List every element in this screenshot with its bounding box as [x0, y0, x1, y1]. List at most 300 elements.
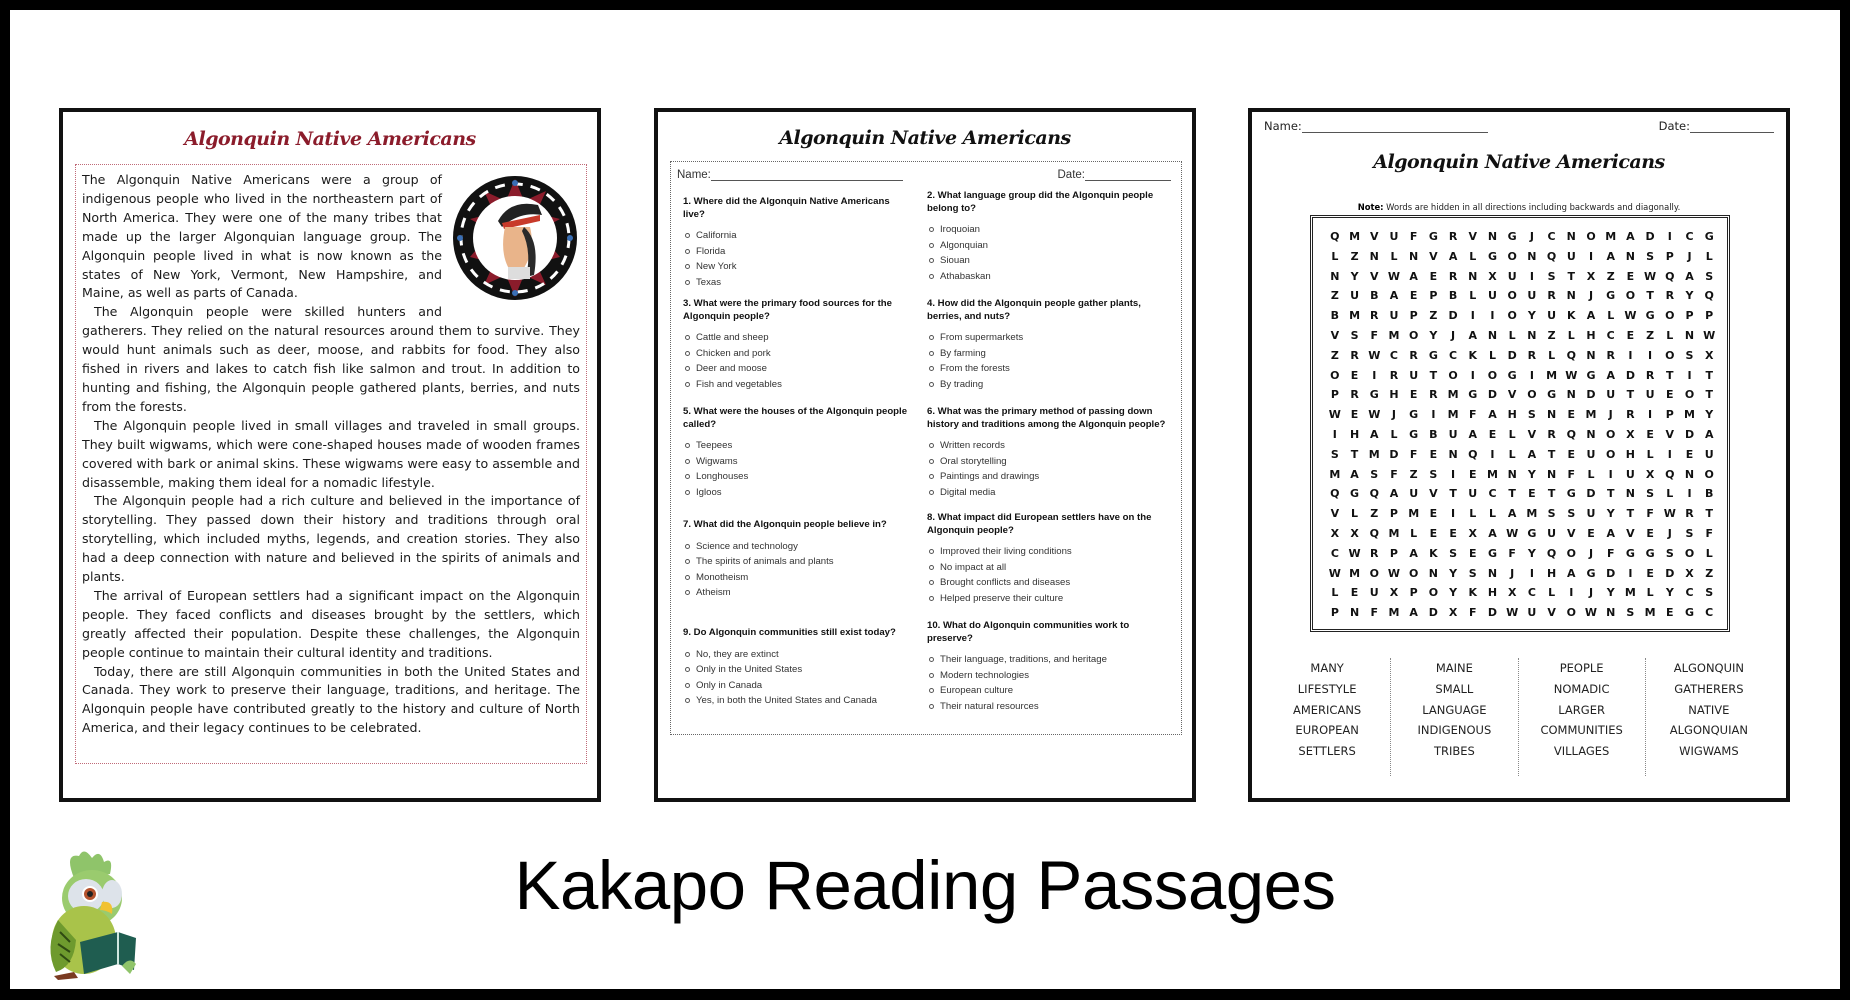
grid-letter: N: [1527, 328, 1537, 342]
grid-letter: U: [1527, 289, 1537, 303]
answer-option: Monotheism: [683, 570, 913, 586]
grid-letter: J: [1391, 408, 1396, 422]
grid-letter: F: [1646, 507, 1654, 521]
grid-letter: L: [1666, 487, 1674, 501]
grid-letter: A: [1468, 427, 1478, 441]
grid-letter: D: [1665, 566, 1675, 580]
answer-option: Brought conflicts and diseases: [927, 575, 1157, 591]
grid-letter: U: [1606, 388, 1616, 402]
grid-letter: C: [1527, 586, 1536, 600]
grid-letter: J: [1667, 526, 1672, 540]
grid-letter: R: [1448, 269, 1458, 283]
grid-letter: L: [1469, 507, 1477, 521]
grid-letter: V: [1527, 427, 1537, 441]
grid-letter: M: [1546, 368, 1558, 382]
grid-letter: Y: [1527, 467, 1536, 481]
grid-letter: M: [1388, 526, 1400, 540]
grid-letter: T: [1705, 388, 1713, 402]
question-6: [927, 406, 1167, 501]
grid-letter: N: [1625, 487, 1635, 501]
grid-letter: G: [1645, 309, 1655, 323]
word: INDIGENOUS: [1417, 723, 1492, 738]
word-column: [1519, 658, 1646, 776]
grid-letter: L: [1705, 249, 1713, 263]
grid-letter: D: [1684, 427, 1695, 441]
grid-letter: G: [1645, 546, 1655, 560]
grid-letter: N: [1507, 467, 1517, 481]
grid-letter: Y: [1527, 546, 1536, 560]
question-text: 1. Where did the Algonquin Native Americans live?: [683, 196, 890, 220]
answer-option: Only in the United States: [683, 662, 913, 678]
grid-letter: U: [1645, 388, 1655, 402]
grid-letter: W: [1328, 408, 1341, 422]
answer-option: No, they are extinct: [683, 647, 913, 663]
grid-letter: E: [1350, 586, 1359, 600]
grid-letter: Z: [1409, 467, 1418, 481]
grid-letter: F: [1705, 526, 1713, 540]
grid-letter: U: [1586, 507, 1596, 521]
grid-letter: D: [1606, 566, 1616, 580]
grid-letter: F: [1370, 606, 1379, 620]
grid-letter: I: [1470, 309, 1475, 323]
grid-letter: L: [1567, 328, 1575, 342]
grid-letter: D: [1487, 388, 1498, 402]
word-column: [1646, 658, 1772, 776]
question-text: 2. What language group did the Algonquin people belong to?: [927, 190, 1154, 214]
grid-letter: Z: [1370, 507, 1379, 521]
answer-option: Oral storytelling: [927, 454, 1167, 470]
grid-letter: Z: [1606, 269, 1615, 283]
grid-letter: C: [1547, 230, 1556, 243]
grid-letter: S: [1370, 467, 1379, 481]
grid-letter: N: [1369, 249, 1379, 263]
grid-letter: M: [1585, 408, 1597, 422]
grid-letter: W: [1368, 408, 1381, 422]
grid-letter: R: [1547, 289, 1556, 303]
answer-option: Science and technology: [683, 539, 913, 555]
grid-letter: D: [1448, 309, 1458, 323]
passage-box: [75, 164, 587, 764]
grid-letter: F: [1469, 408, 1477, 422]
grid-letter: G: [1527, 526, 1537, 540]
grid-letter: P: [1409, 309, 1418, 323]
grid-letter: W: [1348, 546, 1361, 560]
answer-option: Athabaskan: [927, 269, 1157, 285]
answer-option: By trading: [927, 377, 1157, 393]
grid-letter: C: [1705, 606, 1714, 620]
date-label: Date:: [1658, 119, 1690, 133]
grid-letter: I: [1490, 447, 1495, 461]
answer-option: Cattle and sheep: [683, 330, 913, 346]
grid-letter: R: [1626, 408, 1635, 422]
grid-letter: O: [1448, 368, 1458, 382]
grid-letter: T: [1626, 388, 1635, 402]
grid-letter: G: [1547, 388, 1557, 402]
grid-letter: E: [1429, 447, 1438, 461]
grid-letter: Q: [1665, 467, 1675, 481]
question-text: 4. How did the Algonquin people gather plants, berries, and nuts?: [927, 298, 1141, 322]
question-text: 6. What was the primary method of passing down history and traditions among the Algonquin people?: [927, 406, 1166, 430]
grid-letter: L: [1587, 467, 1595, 481]
grid-letter: E: [1469, 546, 1477, 560]
passage-paragraph: The arrival of European settlers had a significant impact on the Algonquin people. They faced conflicts and diseases brought by the settlers, which greatly affected their population. Despite these challenges, the Algonquin people continue to maintain their cultural identity and traditions.: [82, 587, 580, 660]
grid-letter: I: [1648, 348, 1653, 362]
quiz-title: Algonquin Native Americans: [779, 127, 1071, 149]
grid-letter: R: [1685, 507, 1694, 521]
grid-letter: X: [1350, 526, 1359, 540]
answer-option: Longhouses: [683, 469, 913, 485]
grid-letter: L: [1607, 309, 1615, 323]
passage-paragraph: Today, there are still Algonquin communities in both the United States and Canada. They work to preserve their language, traditions, and heritage. The Algonquin people have contributed greatly to the history and culture of North America, and their legacy continues to be celebrated.: [82, 663, 580, 736]
answer-option: No impact at all: [927, 560, 1157, 576]
grid-letter: Z: [1429, 309, 1438, 323]
question-4: [927, 298, 1157, 393]
grid-letter: O: [1606, 447, 1616, 461]
answer-option: Modern technologies: [927, 668, 1157, 684]
grid-letter: O: [1369, 566, 1379, 580]
passage-paragraph: The Algonquin Native Americans were a group of indigenous people who lived in the northeastern part of North America. They were one of the many tribes that made up the larger Algonquian language group. The Algonquin people lived in what is now known as the states of New York, Vermont, New Hampshire, and Maine, as well as parts of Canada.: [82, 172, 442, 301]
grid-letter: M: [1447, 408, 1459, 422]
grid-letter: P: [1330, 606, 1339, 620]
grid-letter: L: [1508, 328, 1516, 342]
answer-option: Yes, in both the United States and Canada: [683, 693, 913, 709]
grid-row: [1325, 326, 1719, 346]
grid-letter: F: [1606, 546, 1615, 560]
name-field: [677, 169, 903, 181]
question-5: [683, 406, 913, 501]
question-8: [927, 512, 1157, 607]
grid-letter: W: [1368, 348, 1381, 362]
grid-letter: S: [1330, 447, 1339, 461]
grid-letter: I: [1470, 368, 1475, 382]
grid-letter: G: [1625, 546, 1635, 560]
grid-letter: H: [1349, 427, 1360, 441]
grid-letter: Y: [1527, 309, 1536, 323]
grid-row: [1325, 504, 1719, 524]
grid-letter: I: [1648, 408, 1653, 422]
grid-letter: H: [1586, 328, 1596, 342]
grid-letter: O: [1330, 368, 1340, 382]
answer-option: Siouan: [927, 253, 1157, 269]
grid-letter: L: [1488, 507, 1496, 521]
grid-letter: Q: [1566, 348, 1576, 362]
grid-letter: N: [1487, 328, 1498, 342]
grid-letter: I: [1490, 309, 1495, 323]
word: GATHERERS: [1674, 681, 1744, 696]
grid-row: [1325, 286, 1719, 306]
grid-letter: S: [1567, 507, 1576, 521]
grid-letter: Y: [1685, 289, 1694, 303]
grid-letter: E: [1646, 566, 1654, 580]
date-field: [1058, 169, 1172, 181]
grid-letter: U: [1448, 427, 1458, 441]
grid-row: [1325, 267, 1719, 287]
grid-letter: R: [1350, 348, 1359, 362]
answer-option: Teepees: [683, 438, 913, 454]
grid-letter: D: [1428, 606, 1438, 620]
grid-row: [1325, 366, 1719, 386]
grid-letter: U: [1488, 289, 1497, 303]
grid-letter: J: [1529, 230, 1534, 243]
grid-letter: E: [1350, 408, 1359, 422]
grid-row: [1325, 484, 1719, 504]
grid-letter: U: [1350, 289, 1360, 303]
word-column: [1391, 658, 1518, 776]
grid-letter: U: [1409, 368, 1419, 382]
grid-letter: I: [1431, 408, 1436, 422]
date-label: Date:: [1057, 169, 1085, 181]
grid-letter: O: [1586, 230, 1596, 243]
word: SETTLERS: [1298, 744, 1356, 759]
grid-letter: R: [1527, 348, 1537, 362]
grid-letter: J: [1588, 546, 1594, 560]
grid-letter: A: [1704, 427, 1714, 441]
grid-letter: M: [1644, 606, 1656, 620]
grid-letter: J: [1687, 249, 1692, 263]
grid-letter: J: [1608, 408, 1613, 422]
word: ALGONQUIN: [1673, 661, 1745, 675]
wordsearch-note: [1252, 202, 1786, 212]
grid-letter: N: [1566, 388, 1576, 402]
grid-letter: N: [1349, 606, 1360, 620]
grid-letter: G: [1369, 388, 1379, 402]
grid-letter: E: [1685, 447, 1694, 461]
answer-option: Their natural resources: [927, 699, 1157, 715]
grid-letter: N: [1684, 467, 1695, 481]
grid-letter: T: [1626, 507, 1635, 521]
grid-letter: N: [1487, 230, 1498, 243]
grid-letter: N: [1684, 328, 1695, 342]
grid-letter: A: [1350, 467, 1359, 481]
grid-row: [1325, 465, 1719, 485]
grid-letter: W: [1703, 328, 1716, 342]
grid-row: [1325, 583, 1719, 603]
grid-letter: N: [1586, 427, 1596, 441]
grid-letter: T: [1705, 507, 1713, 521]
grid-letter: D: [1645, 230, 1655, 243]
quiz-page-preview: [654, 108, 1196, 802]
grid-letter: I: [1667, 230, 1672, 243]
grid-letter: L: [1548, 586, 1556, 600]
grid-letter: N: [1428, 566, 1438, 580]
grid-letter: T: [1646, 289, 1654, 303]
word-column: [1264, 658, 1391, 776]
grid-letter: C: [1685, 586, 1694, 600]
grid-letter: A: [1567, 566, 1576, 580]
grid-letter: R: [1370, 546, 1379, 560]
grid-letter: W: [1565, 368, 1578, 382]
grid-letter: G: [1409, 427, 1419, 441]
grid-letter: T: [1606, 487, 1615, 501]
answer-option: Igloos: [683, 485, 913, 501]
grid-letter: Q: [1369, 526, 1379, 540]
grid-letter: Q: [1468, 447, 1478, 461]
grid-letter: Z: [1330, 348, 1339, 362]
grid-letter: A: [1488, 408, 1497, 422]
grid-letter: E: [1567, 408, 1576, 422]
grid-letter: A: [1606, 249, 1615, 263]
grid-letter: L: [1666, 328, 1674, 342]
grid-letter: O: [1507, 289, 1517, 303]
grid-letter: K: [1468, 348, 1478, 362]
grid-letter: S: [1646, 487, 1655, 501]
grid-letter: I: [1451, 507, 1456, 521]
grid-letter: A: [1468, 328, 1478, 342]
grid-letter: M: [1624, 586, 1636, 600]
grid-letter: F: [1409, 230, 1418, 243]
grid-letter: P: [1705, 309, 1714, 323]
grid-letter: G: [1566, 487, 1576, 501]
word: LANGUAGE: [1422, 702, 1487, 717]
grid-letter: S: [1449, 546, 1458, 560]
grid-letter: B: [1429, 427, 1438, 441]
grid-letter: S: [1468, 566, 1477, 580]
grid-letter: G: [1684, 606, 1695, 620]
grid-letter: Q: [1369, 487, 1379, 501]
grid-letter: N: [1586, 348, 1596, 362]
grid-letter: R: [1606, 348, 1615, 362]
grid-letter: E: [1429, 507, 1438, 521]
grid-letter: N: [1527, 249, 1537, 263]
grid-letter: P: [1389, 507, 1398, 521]
grid-letter: O: [1408, 566, 1419, 580]
grid-letter: J: [1588, 289, 1594, 303]
grid-letter: I: [1588, 249, 1594, 263]
grid-letter: A: [1685, 269, 1694, 283]
grid-letter: I: [1628, 348, 1633, 362]
grid-letter: U: [1409, 487, 1419, 501]
grid-letter: Y: [1606, 507, 1615, 521]
answer-option: Written records: [927, 438, 1167, 454]
grid-letter: X: [1507, 586, 1517, 600]
grid-letter: V: [1567, 526, 1576, 540]
grid-letter: S: [1685, 348, 1694, 362]
grid-letter: R: [1350, 388, 1359, 402]
grid-letter: M: [1526, 507, 1538, 521]
grid-letter: T: [1547, 447, 1556, 461]
grid-letter: B: [1330, 309, 1340, 323]
grid-letter: G: [1487, 546, 1497, 560]
grid-letter: A: [1389, 487, 1399, 501]
grid-letter: E: [1429, 526, 1438, 540]
grid-letter: I: [1628, 566, 1633, 580]
grid-letter: U: [1704, 447, 1714, 461]
grid-letter: Y: [1350, 269, 1359, 283]
grid-letter: Q: [1566, 427, 1576, 441]
question-10: [927, 620, 1157, 715]
grid-letter: P: [1330, 388, 1339, 402]
grid-letter: T: [1705, 368, 1713, 382]
answer-option: From the forests: [927, 361, 1157, 377]
grid-letter: U: [1507, 269, 1517, 283]
grid-letter: B: [1448, 289, 1458, 303]
grid-letter: O: [1606, 427, 1616, 441]
grid-letter: H: [1625, 447, 1635, 461]
grid-letter: F: [1390, 467, 1398, 481]
grid-row: [1325, 425, 1719, 445]
question-text: 5. What were the houses of the Algonquin people called?: [683, 406, 908, 430]
grid-letter: A: [1606, 526, 1615, 540]
grid-letter: X: [1468, 526, 1478, 540]
name-field: [1264, 119, 1488, 133]
grid-letter: M: [1349, 566, 1361, 580]
grid-letter: T: [1547, 487, 1556, 501]
word: WIGWAMS: [1679, 744, 1739, 759]
grid-letter: R: [1448, 230, 1458, 243]
grid-letter: O: [1704, 467, 1714, 481]
question-text: 10. What do Algonquin communities work to preserve?: [927, 620, 1130, 644]
grid-letter: O: [1665, 309, 1675, 323]
grid-letter: N: [1566, 230, 1576, 243]
grid-letter: N: [1566, 289, 1576, 303]
grid-letter: O: [1507, 309, 1517, 323]
grid-letter: G: [1507, 368, 1517, 382]
grid-letter: U: [1527, 606, 1537, 620]
grid-letter: A: [1389, 289, 1399, 303]
grid-letter: T: [1449, 487, 1457, 501]
grid-letter: F: [1567, 467, 1576, 481]
word: ALGONQUIAN: [1669, 723, 1748, 738]
grid-letter: G: [1704, 230, 1714, 243]
grid-letter: Z: [1350, 249, 1359, 263]
answer-option: Deer and moose: [683, 361, 913, 377]
grid-letter: G: [1507, 230, 1517, 243]
grid-letter: A: [1409, 546, 1418, 560]
grid-letter: U: [1369, 586, 1379, 600]
grid-letter: O: [1684, 546, 1695, 560]
note-label: Note:: [1357, 202, 1384, 212]
grid-letter: O: [1665, 348, 1675, 362]
grid-letter: L: [1469, 249, 1477, 263]
word: MAINE: [1435, 661, 1473, 675]
grid-letter: P: [1665, 408, 1674, 422]
answer-option: European culture: [927, 683, 1157, 699]
grid-letter: G: [1606, 289, 1616, 303]
wordsearch-page-preview: [1248, 108, 1790, 802]
grid-letter: M: [1605, 230, 1617, 243]
grid-letter: U: [1547, 309, 1557, 323]
grid-letter: R: [1409, 348, 1418, 362]
answer-option: Improved their living conditions: [927, 544, 1157, 560]
grid-letter: I: [1451, 467, 1456, 481]
grid-row: [1325, 385, 1719, 405]
grid-letter: V: [1429, 487, 1438, 501]
question-3: [683, 298, 913, 393]
grid-letter: Y: [1449, 566, 1458, 580]
grid-letter: L: [1331, 586, 1339, 600]
grid-row: [1325, 346, 1719, 366]
grid-letter: Y: [1665, 586, 1674, 600]
grid-letter: N: [1546, 408, 1557, 422]
grid-letter: O: [1684, 388, 1695, 402]
question-text: 9. Do Algonquin communities still exist today?: [683, 627, 896, 638]
grid-row: [1325, 405, 1719, 425]
grid-letter: E: [1646, 526, 1654, 540]
answer-option: Iroquoian: [927, 222, 1157, 238]
grid-letter: W: [1387, 269, 1401, 283]
grid-letter: Z: [1705, 566, 1714, 580]
grid-letter: N: [1468, 269, 1478, 283]
answer-option: Chicken and pork: [683, 346, 913, 362]
grid-letter: L: [1508, 427, 1516, 441]
grid-letter: E: [1646, 427, 1654, 441]
grid-letter: S: [1547, 507, 1556, 521]
grid-letter: E: [1626, 269, 1635, 283]
grid-letter: G: [1586, 368, 1596, 382]
grid-letter: M: [1388, 328, 1400, 342]
grid-letter: S: [1665, 546, 1674, 560]
grid-letter: Q: [1330, 230, 1340, 243]
